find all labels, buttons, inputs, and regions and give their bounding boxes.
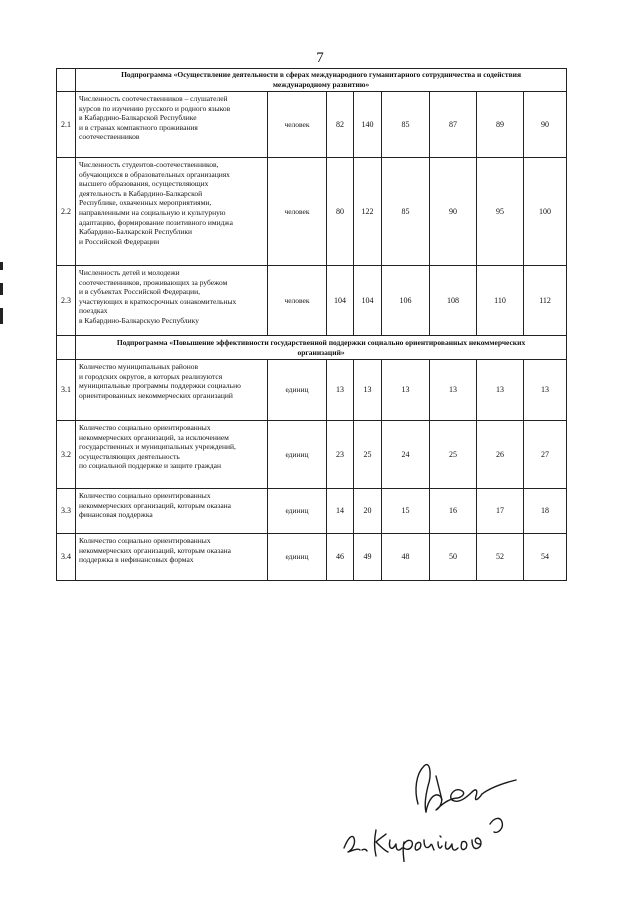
row-description <box>76 534 268 581</box>
row-value: 13 <box>382 360 430 421</box>
description-line: по социальной поддержке и защите граждан <box>79 461 222 471</box>
row-value: 48 <box>382 534 430 581</box>
page-number: 7 <box>316 50 324 66</box>
row-value: 85 <box>382 158 430 266</box>
row-value: 50 <box>430 534 477 581</box>
description-line: поездках <box>79 306 108 316</box>
scan-margin-mark <box>0 308 3 324</box>
row-number: 2.3 <box>57 266 76 336</box>
description-line: участвующих в краткосрочных ознакомительных <box>79 296 237 306</box>
section-header-row <box>57 336 567 360</box>
table-row <box>57 489 567 534</box>
row-value: 54 <box>524 534 567 581</box>
scan-margin-mark <box>0 283 3 295</box>
row-description <box>76 360 268 421</box>
row-value: 24 <box>382 421 430 489</box>
description-line: Численность соотечественников – слушателей <box>79 94 228 103</box>
row-value: 100 <box>524 158 567 266</box>
row-value: 26 <box>477 421 524 489</box>
row-number: 2.2 <box>57 158 76 266</box>
row-value: 25 <box>354 421 382 489</box>
row-description <box>76 421 268 489</box>
row-number: 3.4 <box>57 534 76 581</box>
row-value: 25 <box>430 421 477 489</box>
description-line: некоммерческих организаций, которым оказана <box>79 545 232 555</box>
description-line: и в субъектах Российской Федерации, <box>79 287 201 297</box>
row-description <box>76 92 268 158</box>
row-number: 3.1 <box>57 360 76 421</box>
row-description <box>76 489 268 534</box>
row-value: 13 <box>354 360 382 421</box>
description-line: осуществляющих деятельность <box>79 451 180 461</box>
row-unit: человек <box>268 92 327 158</box>
description-line: поддержка в нефинансовых формах <box>79 555 194 565</box>
row-value: 27 <box>524 421 567 489</box>
row-value: 80 <box>327 158 354 266</box>
row-value: 122 <box>354 158 382 266</box>
description-line: высшего образования, осуществляющих <box>79 179 209 189</box>
row-number: 3.2 <box>57 421 76 489</box>
row-value: 140 <box>354 92 382 158</box>
description-line: и городских округов, в которых реализуются <box>79 371 223 381</box>
table-row <box>57 158 567 266</box>
row-number: 2.1 <box>57 92 76 158</box>
row-value: 15 <box>382 489 430 534</box>
row-value: 20 <box>354 489 382 534</box>
description-line: Количество социально ориентированных <box>79 536 211 545</box>
description-line: курсов по изучению русского и родного языков <box>79 103 231 113</box>
row-value: 82 <box>327 92 354 158</box>
table-row <box>57 534 567 581</box>
row-value: 110 <box>477 266 524 336</box>
indicators-table <box>56 68 567 581</box>
table-row <box>57 266 567 336</box>
row-value: 87 <box>430 92 477 158</box>
section-header-spacer <box>57 69 76 92</box>
description-line: Численность детей и молодежи <box>79 268 180 277</box>
row-value: 95 <box>477 158 524 266</box>
row-unit: единиц <box>268 489 327 534</box>
row-value: 16 <box>430 489 477 534</box>
row-description <box>76 158 268 266</box>
row-number: 3.3 <box>57 489 76 534</box>
row-unit: человек <box>268 266 327 336</box>
description-line: обучающихся в образовательных организациях <box>79 169 230 179</box>
description-line: государственных и муниципальных учреждений, <box>79 442 236 452</box>
description-line: соотечественников, проживающих за рубежом <box>79 277 228 287</box>
description-line: Численность студентов-соотечественников, <box>79 160 219 169</box>
description-line: Республике, охваченных мероприятиями, <box>79 198 212 208</box>
description-line: адаптацию, формирование позитивного имиджа <box>79 217 233 227</box>
scan-margin-mark <box>0 262 3 270</box>
description-line: в Кабардино-Балкарской Республике <box>79 113 197 123</box>
description-line: и Российской Федерации <box>79 236 160 246</box>
description-line: Количество социально ориентированных <box>79 491 211 500</box>
table-row <box>57 92 567 158</box>
row-unit: человек <box>268 158 327 266</box>
row-value: 108 <box>430 266 477 336</box>
row-value: 17 <box>477 489 524 534</box>
description-line: в Кабардино-Балкарскую Республику <box>79 315 199 325</box>
description-line: Количество социально ориентированных <box>79 423 211 432</box>
description-line: Количество муниципальных районов <box>79 362 198 371</box>
description-line: соотечественников <box>79 132 140 142</box>
row-unit: единиц <box>268 534 327 581</box>
table-row <box>57 421 567 489</box>
description-line: финансовая поддержка <box>79 510 153 520</box>
handwritten-signature <box>340 752 540 862</box>
row-value: 52 <box>477 534 524 581</box>
row-value: 106 <box>382 266 430 336</box>
row-value: 85 <box>382 92 430 158</box>
table-row <box>57 360 567 421</box>
row-value: 14 <box>327 489 354 534</box>
row-value: 90 <box>524 92 567 158</box>
row-value: 46 <box>327 534 354 581</box>
section-header-row <box>57 69 567 92</box>
row-value: 13 <box>524 360 567 421</box>
description-line: направленными на социальную и культурную <box>79 207 226 217</box>
row-unit: единиц <box>268 421 327 489</box>
row-value: 90 <box>430 158 477 266</box>
description-line: некоммерческих организаций, которым оказана <box>79 500 232 510</box>
row-value: 112 <box>524 266 567 336</box>
row-value: 104 <box>354 266 382 336</box>
row-value: 13 <box>430 360 477 421</box>
row-value: 49 <box>354 534 382 581</box>
row-value: 89 <box>477 92 524 158</box>
row-value: 13 <box>327 360 354 421</box>
description-line: Кабардино-Балкарской Республики <box>79 227 193 237</box>
section-title: Подпрограмма «Осуществление деятельности в сферах международного гуманитарного сотрудничества и содействия международному развитию» <box>76 69 567 92</box>
description-line: муниципальные программы поддержки социально <box>79 381 241 391</box>
description-line: ориентированных некоммерческих организаций <box>79 390 233 400</box>
row-description <box>76 266 268 336</box>
row-value: 23 <box>327 421 354 489</box>
description-line: деятельность в Кабардино-Балкарской <box>79 188 203 198</box>
section-header-spacer <box>57 336 76 360</box>
row-value: 104 <box>327 266 354 336</box>
row-value: 13 <box>477 360 524 421</box>
row-value: 18 <box>524 489 567 534</box>
description-line: и в странах компактного проживания <box>79 122 198 132</box>
row-unit: единиц <box>268 360 327 421</box>
section-title: Подпрограмма «Повышение эффективности государственной поддержки социально ориентированных некоммерческих организаций» <box>76 336 567 360</box>
description-line: некоммерческих организаций, за исключением <box>79 432 229 442</box>
